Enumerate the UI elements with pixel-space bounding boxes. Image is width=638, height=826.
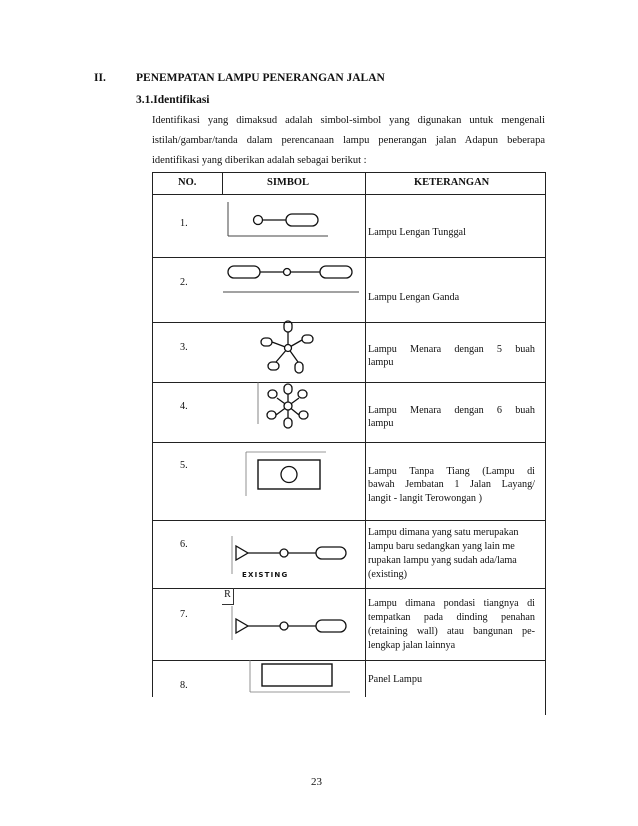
header-symbol: SIMBOL	[267, 177, 310, 188]
existing-label: EXISTING	[242, 571, 289, 579]
row-description-line: lengkap jalan lainnya	[368, 640, 456, 651]
poleless-lamp-symbol	[246, 452, 328, 500]
lamp-head-icon	[299, 411, 308, 419]
subsection-title: 3.1.Identifikasi	[136, 94, 210, 106]
lamp-head-icon	[284, 321, 292, 332]
row-description: Panel Lampu	[368, 674, 423, 685]
row-description-line: lampu	[368, 418, 394, 429]
lamp-pole-icon	[280, 622, 288, 630]
existing-marker-icon	[236, 546, 248, 560]
lamp-head-icon	[267, 411, 276, 419]
lamp-head-icon	[295, 362, 303, 373]
page-number: 23	[311, 776, 322, 788]
lamp-head-icon	[302, 335, 313, 343]
row-description: Lampu Lengan Tunggal	[368, 227, 466, 238]
lamp-head-icon	[316, 547, 346, 559]
lamp-box-icon	[258, 460, 320, 489]
row-divider	[152, 322, 545, 323]
tower-center-icon	[284, 402, 292, 410]
intro-line-3: identifikasi yang diberikan adalah sebagai berikut :	[152, 155, 367, 166]
lamp-head-icon	[268, 390, 277, 398]
row-number: 2.	[180, 277, 188, 288]
retaining-wall-marker-icon	[236, 619, 248, 633]
lamp-head-icon	[320, 266, 352, 278]
row-description-line: rupakan lampu yang sudah ada/lama	[368, 555, 517, 566]
row-number: 8.	[180, 680, 188, 691]
lamp-head-icon	[284, 418, 292, 428]
row-number: 3.	[180, 342, 188, 353]
table-header-divider	[152, 194, 545, 195]
row-description-line: (existing)	[368, 569, 408, 580]
retaining-wall-lamp-symbol	[232, 606, 352, 646]
tower-lamp-5-symbol	[258, 318, 318, 378]
lamp-pole-icon	[280, 549, 288, 557]
row-description-line: Lampu dimana yang satu merupakan	[368, 527, 519, 538]
table-border-top	[152, 172, 545, 173]
header-no: NO.	[178, 177, 197, 188]
retaining-wall-label: R	[222, 588, 234, 605]
row-description-line: Lampu Menara dengan 5 buah	[368, 344, 535, 355]
section-title: PENEMPATAN LAMPU PENERANGAN JALAN	[136, 72, 385, 84]
lamp-head-icon	[316, 620, 346, 632]
lamp-head-icon	[286, 214, 318, 226]
row-number: 7.	[180, 609, 188, 620]
lamp-head-icon	[261, 338, 272, 346]
row-description-line: lampu baru sedangkan yang lain me	[368, 541, 515, 552]
row-number: 1.	[180, 218, 188, 229]
lamp-bulb-icon	[281, 467, 297, 483]
lamp-pole-icon	[254, 216, 263, 225]
lamp-head-icon	[298, 390, 307, 398]
row-divider	[152, 520, 545, 521]
column-divider	[222, 172, 223, 195]
table-border-left	[152, 172, 153, 697]
single-arm-lamp-symbol	[228, 202, 328, 238]
row-number: 4.	[180, 401, 188, 412]
row-number: 5.	[180, 460, 188, 471]
existing-lamp-symbol	[232, 534, 352, 574]
row-description-line: Lampu Menara dengan 6 buah	[368, 405, 535, 416]
header-description: KETERANGAN	[414, 177, 490, 188]
row-divider	[152, 588, 545, 589]
tower-center-icon	[285, 345, 292, 352]
double-arm-lamp-symbol	[223, 264, 359, 294]
intro-line-1: Identifikasi yang dimaksud adalah simbol-simbol yang digunakan untuk mengenali	[152, 115, 545, 126]
row-description-line: langit - langit Terowongan )	[368, 493, 482, 504]
row-divider	[152, 382, 545, 383]
lamp-panel-icon	[262, 664, 332, 686]
lamp-pole-icon	[284, 269, 291, 276]
row-description: Lampu Lengan Ganda	[368, 292, 460, 303]
section-number: II.	[94, 72, 106, 84]
row-description-line: Lampu Tanpa Tiang (Lampu di	[368, 466, 535, 477]
row-divider	[152, 257, 545, 258]
lamp-head-icon	[228, 266, 260, 278]
table-border-right	[545, 172, 546, 715]
lamp-head-icon	[268, 362, 279, 370]
row-description-line: Lampu dimana pondasi tiangnya di	[368, 598, 535, 609]
intro-line-2: istilah/gambar/tanda dalam perencanaan lampu penerangan jalan Adapun beberapa	[152, 135, 545, 146]
lamp-head-icon	[284, 384, 292, 394]
tower-lamp-6-symbol	[258, 382, 320, 434]
row-number: 6.	[180, 539, 188, 550]
row-description-line: lampu	[368, 357, 394, 368]
column-divider	[365, 172, 366, 697]
row-description-line: bawah Jembatan 1 Jalan Layang/	[368, 479, 535, 490]
row-description-line: tempatkan pada dinding penahan	[368, 612, 535, 623]
row-description-line: (retaining wall) atau bangunan pe-	[368, 626, 535, 637]
row-divider	[152, 442, 545, 443]
lamp-panel-symbol	[250, 658, 350, 694]
